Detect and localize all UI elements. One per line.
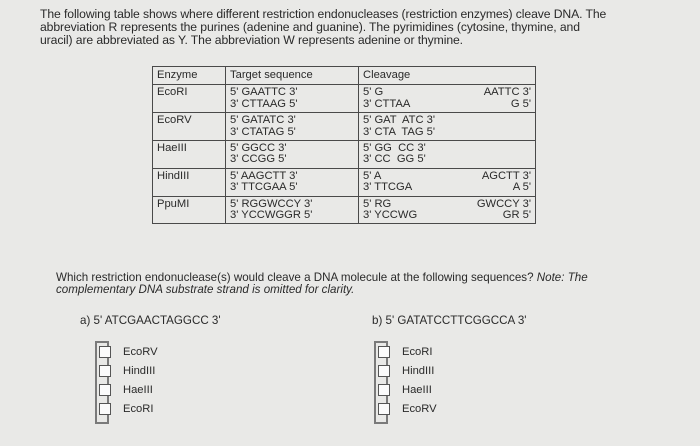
cleavage-bottom-strand xyxy=(363,99,531,110)
option-label[interactable]: EcoRV xyxy=(123,345,158,358)
cleavage-cell xyxy=(359,113,536,141)
intro-line: uracil) are abbreviated as Y. The abbreviation W represents adenine or thymine. xyxy=(40,33,463,48)
intro-line: abbreviation R represents the purines (adenine and guanine). The pyrimidines (cytosine, thymine, and xyxy=(40,20,580,35)
option-row[interactable] xyxy=(378,380,498,399)
option-label[interactable]: HaeIII xyxy=(123,383,153,396)
cleavage-top-left: 5' G xyxy=(363,86,384,99)
enzyme-name: EcoRV xyxy=(157,114,192,127)
checkbox[interactable] xyxy=(99,384,111,396)
cleavage-top-left: 5' GG CC 3' xyxy=(363,142,426,155)
table-row xyxy=(153,141,536,169)
enzyme-table xyxy=(152,66,536,224)
option-label[interactable]: HindIII xyxy=(402,364,435,377)
option-label[interactable]: HaeIII xyxy=(402,383,432,396)
target-sequence-cell xyxy=(226,196,359,224)
cleavage-bottom-left: 3' CTA TAG 5' xyxy=(363,125,436,138)
cleavage-bottom-right: G 5' xyxy=(510,97,531,110)
enzyme-name: PpuMI xyxy=(157,197,190,210)
intro-text xyxy=(40,8,680,48)
target-top-strand: 5' RGGWCCY 3' xyxy=(230,197,313,210)
target-bottom-strand: 3' CTTAAG 5' xyxy=(230,97,298,110)
target-bottom-strand: 3' TTCGAA 5' xyxy=(230,181,298,194)
checkbox[interactable] xyxy=(99,346,111,358)
checkbox[interactable] xyxy=(99,403,111,415)
option-row[interactable] xyxy=(99,361,219,380)
cleavage-top-right: AGCTT 3' xyxy=(481,169,531,182)
cleavage-bottom-left: 3' CTTAA xyxy=(363,97,411,110)
sequence-b-label: b) 5' GATATCCTTCGGCCA 3' xyxy=(372,314,527,327)
cleavage-cell xyxy=(359,196,536,224)
target-sequence-cell xyxy=(226,168,359,196)
option-row[interactable] xyxy=(99,380,219,399)
target-top-strand: 5' GAATTC 3' xyxy=(230,86,298,99)
cleavage-top-left: 5' GAT ATC 3' xyxy=(363,114,436,127)
enzyme-name: HaeIII xyxy=(157,142,187,155)
table-row xyxy=(153,85,536,113)
target-bottom-strand: 3' CTATAG 5' xyxy=(230,125,296,138)
checkbox[interactable] xyxy=(378,346,390,358)
cleavage-bottom-strand xyxy=(363,127,531,138)
cleavage-bottom-strand xyxy=(363,154,531,165)
table-row xyxy=(153,168,536,196)
question-main: Which restriction endonuclease(s) would cleave a DNA molecule at the following sequences? xyxy=(56,271,534,284)
cleavage-top-strand xyxy=(363,115,531,126)
checkbox[interactable] xyxy=(99,365,111,377)
enzyme-cell xyxy=(153,196,226,224)
header-target-sequence: Target sequence xyxy=(226,67,359,85)
enzyme-cell xyxy=(153,113,226,141)
option-label[interactable]: EcoRI xyxy=(402,345,433,358)
target-top-strand: 5' GATATC 3' xyxy=(230,114,296,127)
question-text xyxy=(56,272,676,297)
option-label[interactable]: EcoRV xyxy=(402,402,437,415)
intro-line: The following table shows where different restriction endonucleases (restriction enzymes) cleave DNA. The xyxy=(40,7,607,21)
option-row[interactable] xyxy=(378,399,498,418)
options-group-a xyxy=(99,342,219,418)
cleavage-bottom-right: GR 5' xyxy=(502,209,531,222)
table-row xyxy=(153,113,536,141)
option-label[interactable]: EcoRI xyxy=(123,402,154,415)
question-note: Note: The xyxy=(536,271,588,284)
header-enzyme: Enzyme xyxy=(153,67,226,85)
sequence-a-label: a) 5' ATCGAACTAGGCC 3' xyxy=(80,314,221,327)
enzyme-cell xyxy=(153,141,226,169)
target-sequence-cell xyxy=(226,141,359,169)
option-row[interactable] xyxy=(99,399,219,418)
enzyme-name: HindIII xyxy=(157,169,190,182)
cleavage-top-left: 5' A xyxy=(363,169,382,182)
option-row[interactable] xyxy=(99,342,219,361)
table-row xyxy=(153,196,536,224)
cleavage-cell xyxy=(359,168,536,196)
target-sequence-cell xyxy=(226,85,359,113)
option-row[interactable] xyxy=(378,342,498,361)
cleavage-cell xyxy=(359,85,536,113)
cleavage-top-right: AATTC 3' xyxy=(483,86,531,99)
options-group-b xyxy=(378,342,498,418)
target-sequence-cell xyxy=(226,113,359,141)
cleavage-bottom-strand xyxy=(363,210,531,221)
header-cleavage: Cleavage xyxy=(359,67,536,85)
checkbox[interactable] xyxy=(378,365,390,377)
question-note-cont: complementary DNA substrate strand is omitted for clarity. xyxy=(56,283,355,297)
enzyme-cell xyxy=(153,168,226,196)
target-top-strand: 5' AAGCTT 3' xyxy=(230,169,298,182)
cleavage-cell xyxy=(359,141,536,169)
enzyme-cell xyxy=(153,85,226,113)
cleavage-top-left: 5' RG xyxy=(363,197,392,210)
cleavage-bottom-left: 3' YCCWG xyxy=(363,209,418,222)
cleavage-bottom-strand xyxy=(363,182,531,193)
checkbox[interactable] xyxy=(378,384,390,396)
cleavage-bottom-left: 3' CC GG 5' xyxy=(363,153,426,166)
target-top-strand: 5' GGCC 3' xyxy=(230,142,287,155)
target-bottom-strand: 3' YCCWGGR 5' xyxy=(230,209,313,222)
cleavage-bottom-right: A 5' xyxy=(512,181,531,194)
option-label[interactable]: HindIII xyxy=(123,364,156,377)
enzyme-name: EcoRI xyxy=(157,86,188,99)
target-bottom-strand: 3' CCGG 5' xyxy=(230,153,287,166)
cleavage-bottom-left: 3' TTCGA xyxy=(363,181,413,194)
table-header-row xyxy=(153,67,536,85)
cleavage-top-right: GWCCY 3' xyxy=(476,197,531,210)
option-row[interactable] xyxy=(378,361,498,380)
checkbox[interactable] xyxy=(378,403,390,415)
